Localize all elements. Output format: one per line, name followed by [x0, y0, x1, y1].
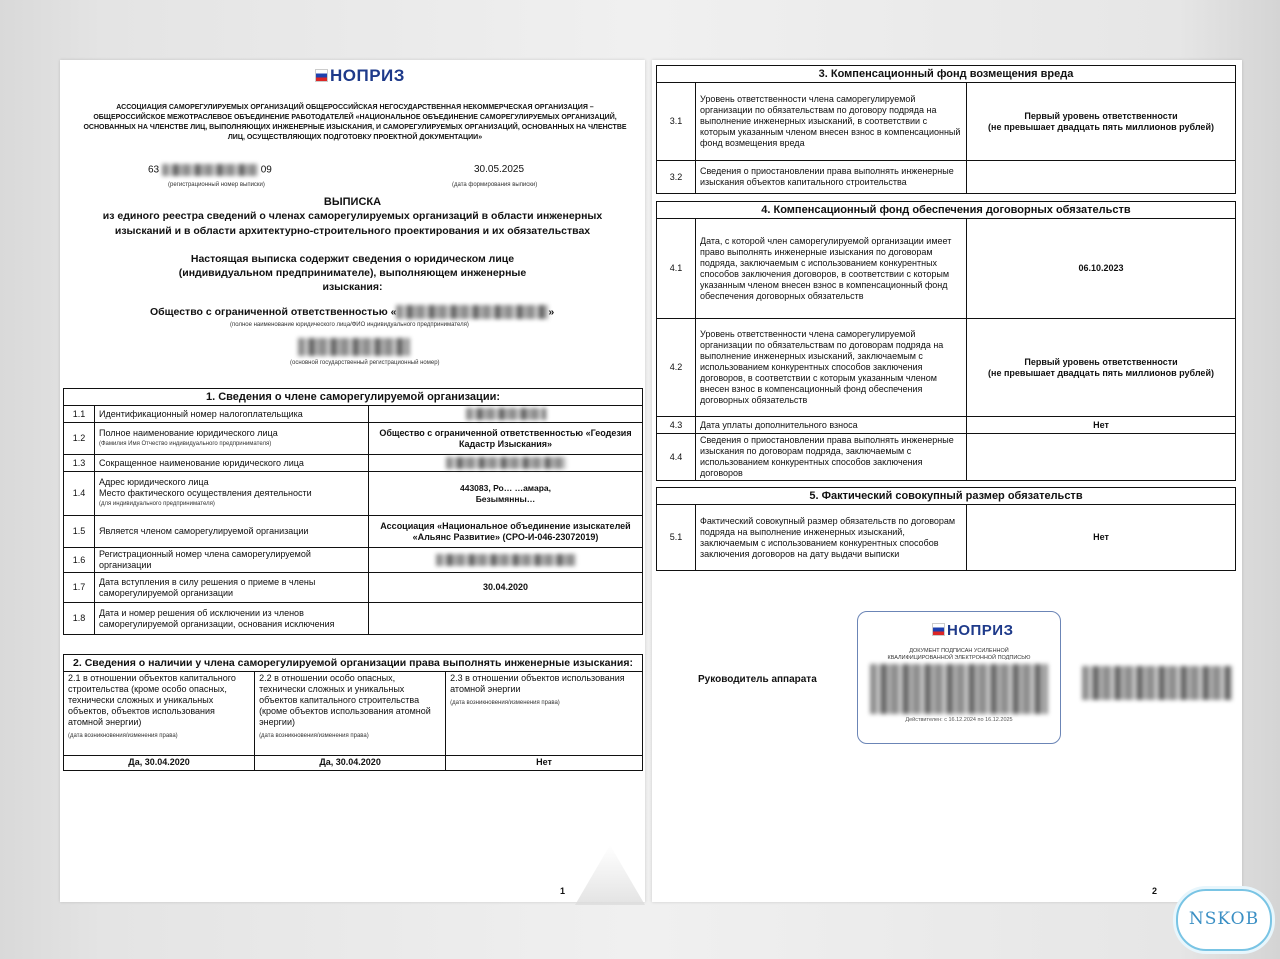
page-number-2: 2	[1152, 886, 1158, 896]
table-row: 1.5 Является членом саморегулируемой организации Ассоциация «Национальное объединение изыскателей «Альянс Развитие» (СРО-И-046-23072019)	[64, 516, 643, 548]
issue-date: 30.05.2025	[474, 164, 525, 175]
redacted-ogrn	[298, 338, 410, 356]
reg-number-caption: (регистрационный номер выписки)	[168, 182, 265, 188]
stamp-logo: НОПРИЗ	[932, 622, 1013, 639]
table-row: 4.1 Дата, с которой член саморегулируемой организации имеет право выполнять инженерные изыскания по договорам подряда, заключаемым с использованием конкурентных способов заключения договоров, в соответствии с которым указанным членом внесен взнос в компенсационный фонд обеспечения договорных обязательств 06.10.2023	[657, 219, 1236, 319]
table-row: 1.2 Полное наименование юридического лица (Фамилия Имя Отчество индивидуального предпринимателя) Общество с ограниченной ответственностью «Геодезия Кадастр Изыскания»	[64, 423, 643, 455]
section-1-title: 1. Сведения о члене саморегулируемой организации:	[64, 389, 643, 406]
association-name: АССОЦИАЦИЯ САМОРЕГУЛИРУЕМЫХ ОРГАНИЗАЦИЙ ОБЩЕРОССИЙСКАЯ НЕГОСУДАРСТВЕННАЯ НЕКОММЕРЧЕСКАЯ ОРГАНИЗАЦИЯ – ОБЩЕРОССИЙСКОЕ МЕЖОТРАСЛЕВОЕ ОБЪЕДИНЕНИЕ РАБОТОДАТЕЛЕЙ «НАЦИОНАЛЬНОЕ ОБЪЕДИНЕНИЕ САМОРЕГУЛИРУЕМЫХ ОРГАНИЗАЦИЙ, ОСНОВАННЫХ НА ЧЛЕНСТВЕ ЛИЦ, ВЫПОЛНЯЮЩИХ ИНЖЕНЕРНЫЕ ИЗЫСКАНИЯ, И САМОРЕГУЛИРУЕМЫХ ОРГАНИЗАЦИЙ, ОСНОВАННЫХ НА ЧЛЕНСТВЕ ЛИЦ, ОСУЩЕСТВЛЯЮЩИХ ПОДГОТОВКУ ПРОЕКТНОЙ ДОКУМЕНТАЦИИ»	[83, 104, 627, 141]
table-row: 1.1 Идентификационный номер налогоплательщика	[64, 406, 643, 423]
doc-title: ВЫПИСКА	[323, 196, 382, 208]
table-row: Да, 30.04.2020 Да, 30.04.2020 Нет	[64, 756, 643, 771]
flag-icon	[315, 69, 328, 82]
e-signature-stamp	[857, 611, 1061, 744]
page-number-1: 1	[560, 886, 566, 896]
table-row: 1.3 Сокращенное наименование юридического лица	[64, 455, 643, 472]
table-row: 4.4 Сведения о приостановлении права выполнять инженерные изыскания по договорам подряда, заключаемым с использованием конкурентных способов заключения договоров	[657, 434, 1236, 481]
table-row: 1.7 Дата вступления в силу решения о приеме в члены саморегулируемой организации 30.04.2020	[64, 573, 643, 603]
stamp-validity: Действителен: с 16.12.2024 по 16.12.2025	[905, 717, 1013, 723]
stamp-text: ДОКУМЕНТ ПОДПИСАН УСИЛЕННОЙ КВАЛИФИЦИРОВАННОЙ ЭЛЕКТРОННОЙ ПОДПИСЬЮ	[887, 648, 1031, 661]
section-1-table	[63, 388, 643, 635]
nopriz-logo: НОПРИЗ	[315, 66, 405, 86]
section-5-title: 5. Фактический совокупный размер обязательств	[657, 488, 1236, 505]
reg-number: 63 09	[148, 164, 272, 176]
signer-name	[1082, 666, 1232, 700]
table-row: 3.1 Уровень ответственности члена саморегулируемой организации по обязательствам по договору подряда на выполнение инженерных изысканий, в соответствии с которым указанным членом внесен взнос в компенсационный фонд возмещения вреда Первый уровень ответственности (не превышает двадцать пять миллионов рублей)	[657, 83, 1236, 161]
page-2	[652, 60, 1242, 902]
table-row: 5.1 Фактический совокупный размер обязательств по договорам подряда на выполнение инженерных изысканий, заключаемым с использованием конкурентных способов заключения договоров на дату выдачи выписки Нет	[657, 505, 1236, 571]
section-3-table	[656, 65, 1236, 194]
redacted-certificate	[870, 664, 1048, 714]
watermark-logo	[1176, 889, 1272, 951]
stamp-certificate	[870, 664, 1048, 714]
doc-subtitle-1: из единого реестра сведений о членах саморегулируемых организаций в области инженерных	[102, 210, 603, 222]
org-caption: (полное наименование юридического лица/ФИО индивидуального предпринимателя)	[230, 322, 469, 328]
table-row: 2.1 в отношении объектов капитального строительства (кроме особо опасных, технически сложных и уникальных объектов, объектов использования атомной энергии) (дата возникновения/изменения права) 2.2 в отношении особо опасных, технически сложных и уникальных объектов капитального строительства (кроме объектов использования атомной энергии) (дата возникновения/изменения права) 2.3 в отношении объектов использования атомной энергии (дата возникновения/изменения права)	[64, 672, 643, 756]
ogrn-value	[298, 338, 410, 356]
redacted-reg-number	[162, 164, 258, 176]
redacted-short-name	[446, 457, 566, 469]
flag-icon	[932, 623, 945, 636]
intro-3: изыскания:	[322, 281, 383, 293]
watermark-text: NSKOB	[1188, 909, 1260, 929]
redacted-member-number	[436, 554, 576, 566]
signer-title: Руководитель аппарата	[698, 674, 817, 685]
table-row: 4.3 Дата уплаты дополнительного взноса Нет	[657, 417, 1236, 434]
redacted-org-name	[396, 305, 548, 319]
ogrn-caption: (основной государственный регистрационный номер)	[290, 360, 440, 366]
org-name: Общество с ограниченной ответственностью « »	[150, 305, 555, 318]
doc-subtitle-2: изысканий и в области архитектурно-строительного проектирования и их обязательствах	[114, 225, 591, 237]
redacted-signer-name	[1082, 666, 1232, 700]
redacted-inn	[466, 408, 546, 420]
issue-date-caption: (дата формирования выписки)	[452, 182, 538, 188]
section-4-table	[656, 201, 1236, 481]
section-2-table	[63, 654, 643, 771]
table-row: 4.2 Уровень ответственности члена саморегулируемой организации по обязательствам по договорам подряда на выполнение инженерных изысканий, заключаемым с использованием конкурентных способов заключения договоров, в соответствии с которым указанным членом внесен взнос в компенсационный фонд обеспечения договорных обязательств Первый уровень ответственности (не превышает двадцать пять миллионов рублей)	[657, 319, 1236, 417]
table-row: 1.8 Дата и номер решения об исключении из членов саморегулируемой организации, основания исключения	[64, 603, 643, 635]
table-row: 1.4 Адрес юридического лица Место фактического осуществления деятельности (для индивидуального предпринимателя) 443083, Ро… …амара, Безымянны…	[64, 472, 643, 516]
section-3-title: 3. Компенсационный фонд возмещения вреда	[657, 66, 1236, 83]
table-row: 3.2 Сведения о приостановлении права выполнять инженерные изыскания объектов капитального строительства	[657, 161, 1236, 194]
page-1	[60, 60, 645, 902]
section-5-table	[656, 487, 1236, 571]
section-2-title: 2. Сведения о наличии у члена саморегулируемой организации права выполнять инженерные изыскания:	[64, 655, 643, 672]
intro-2: (индивидуальном предпринимателе), выполняющем инженерные	[178, 267, 527, 279]
table-row: 1.6 Регистрационный номер члена саморегулируемой организации	[64, 548, 643, 573]
intro-1: Настоящая выписка содержит сведения о юридическом лице	[190, 253, 515, 265]
section-4-title: 4. Компенсационный фонд обеспечения договорных обязательств	[657, 202, 1236, 219]
